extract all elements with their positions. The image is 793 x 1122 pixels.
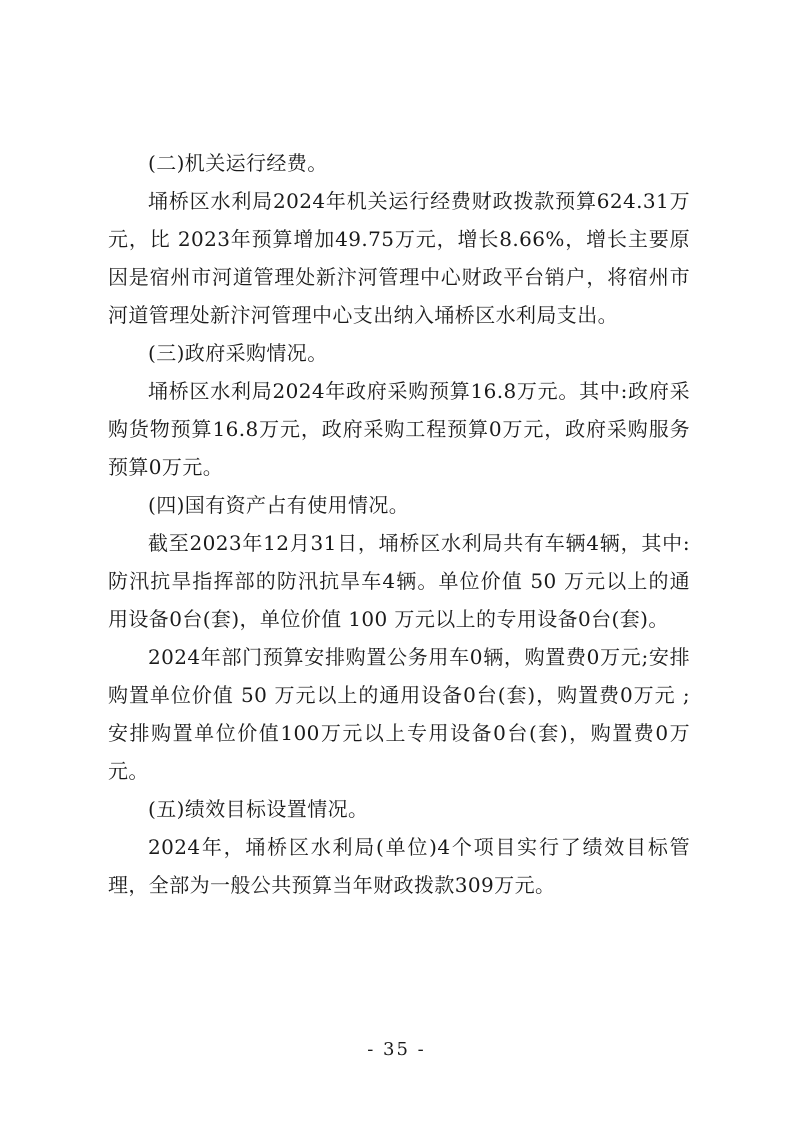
section-heading-operating-costs: (二)机关运行经费。 bbox=[148, 151, 328, 175]
paragraph-operating-costs: 埇桥区水利局2024年机关运行经费财政拨款预算624.31万元，比 2023年预算增加49.75万元，增长8.66%，增长主要原因是宿州市河道管理处新汴河管理中心财政平台销户，将宿州市河道管理处新汴河管理中心支出纳入埇桥区水利局支出。 bbox=[108, 189, 690, 327]
page-number: - 35 - bbox=[367, 1039, 426, 1060]
paragraph-state-assets-purchase-plan: 2024年部门预算安排购置公务用车0辆，购置费0万元;安排购置单位价值 50 万元以上的通用设备0台(套)，购置费0万元 ;安排购置单位价值100万元以上专用设备0台(套)，购置费0万元。 bbox=[108, 645, 690, 783]
section-heading-performance-targets: (五)绩效目标设置情况。 bbox=[148, 797, 369, 821]
section-heading-procurement: (三)政府采购情况。 bbox=[148, 341, 328, 365]
section-heading-state-assets: (四)国有资产占有使用情况。 bbox=[148, 493, 410, 517]
paragraph-procurement: 埇桥区水利局2024年政府采购预算16.8万元。其中:政府采购货物预算16.8万元，政府采购工程预算0万元，政府采购服务预算0万元。 bbox=[108, 379, 690, 479]
paragraph-state-assets-vehicles: 截至2023年12月31日，埇桥区水利局共有车辆4辆，其中:防汛抗旱指挥部的防汛抗旱车4辆。单位价值 50 万元以上的通用设备0台(套)，单位价值 100 万元以上的专用设备0台(套)。 bbox=[108, 531, 690, 631]
paragraph-performance-targets: 2024年，埇桥区水利局(单位)4个项目实行了绩效目标管理，全部为一般公共预算当年财政拨款309万元。 bbox=[108, 835, 690, 897]
document-body bbox=[108, 144, 690, 904]
